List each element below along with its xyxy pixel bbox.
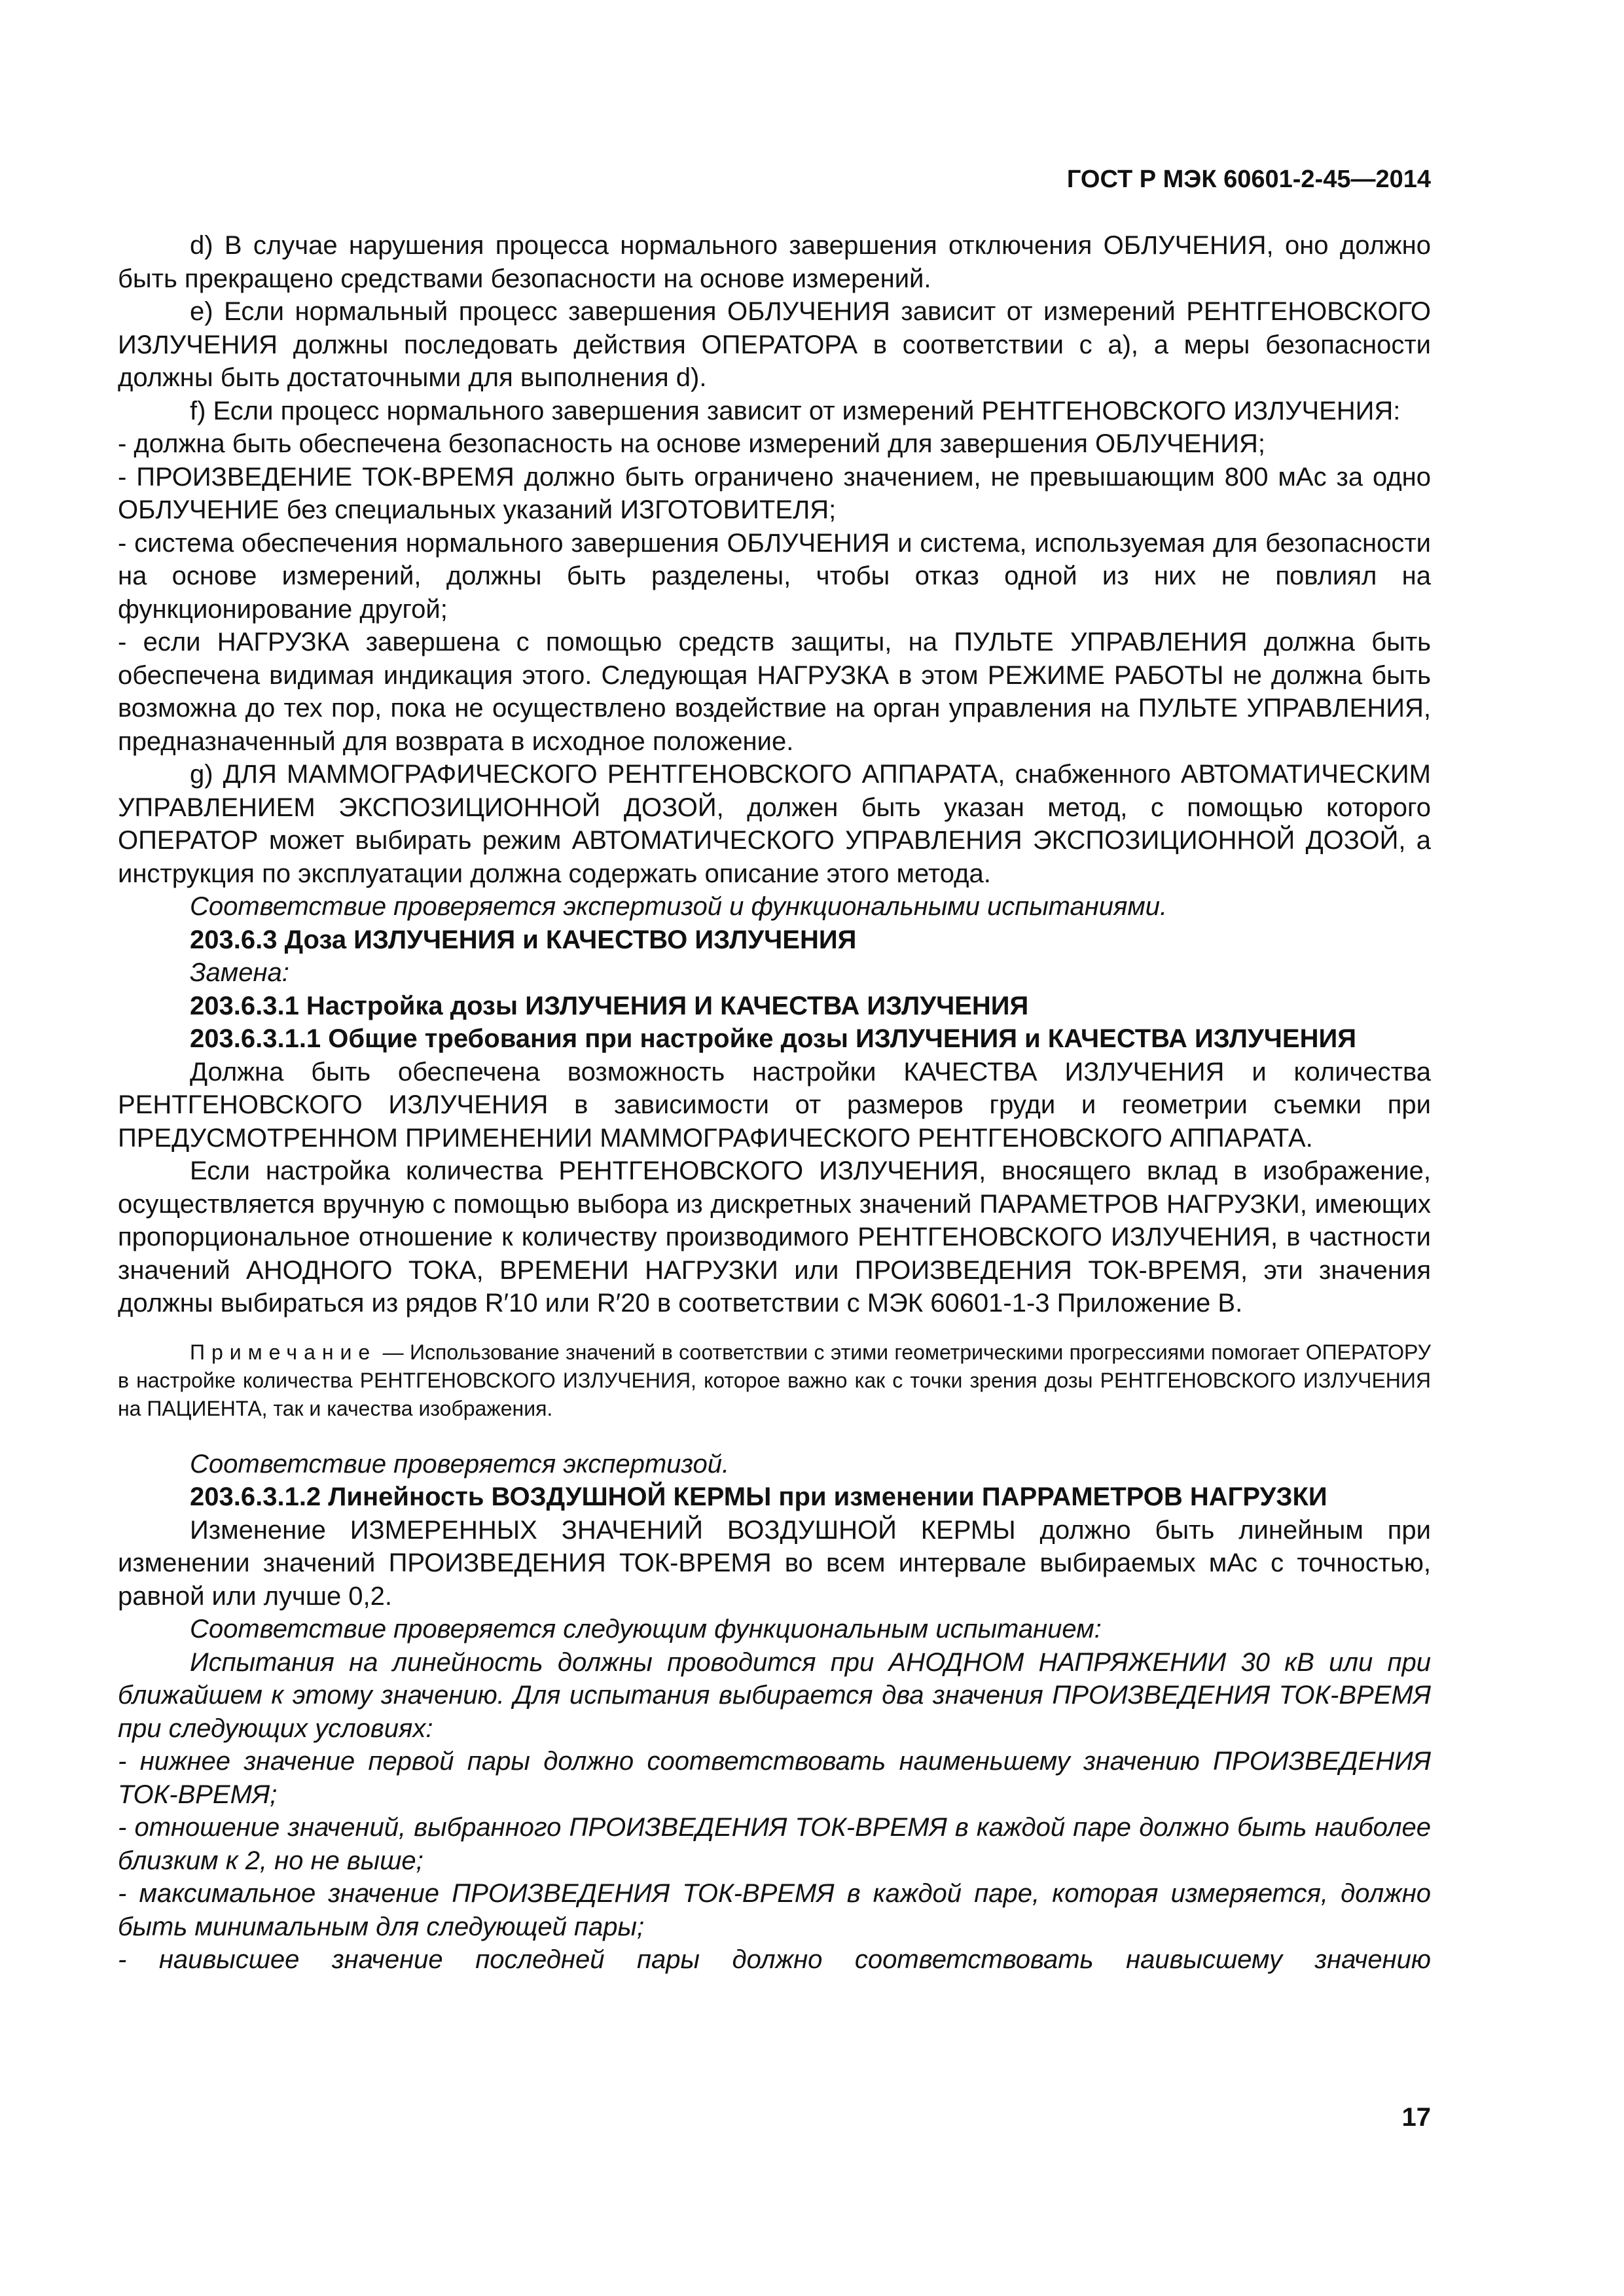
page-number: 17: [1401, 2103, 1431, 2132]
section-heading: 203.6.3 Доза ИЗЛУЧЕНИЯ и КАЧЕСТВО ИЗЛУЧЕНИЯ: [190, 925, 857, 954]
list-item: - должна быть обеспечена безопасность на основе измерений для завершения ОБЛУЧЕНИЯ;: [118, 429, 1266, 458]
list-item: - ПРОИЗВЕДЕНИЕ ТОК-ВРЕМЯ должно быть ограничено значением, не превышающим 800 мАс за одно ОБЛУЧЕНИЕ без специальных указаний ИЗГОТОВИТЕЛЯ;: [118, 462, 1431, 524]
standard-code: ГОСТ Р МЭК 60601-2-45—2014: [1066, 166, 1431, 193]
page-header: [118, 164, 1431, 195]
paragraph-d: d) В случае нарушения процесса нормального завершения отключения ОБЛУЧЕНИЯ, оно должно быть прекращено средствами безопасности на основе измерений.: [118, 231, 1431, 293]
list-item: - отношение значений, выбранного ПРОИЗВЕДЕНИЯ ТОК-ВРЕМЯ в каждой паре должно быть наиболее близким к 2, но не выше;: [118, 1813, 1431, 1875]
compliance-statement: Соответствие проверяется следующим функциональным испытанием:: [190, 1615, 1102, 1643]
paragraph-e: e) Если нормальный процесс завершения ОБЛУЧЕНИЯ зависит от измерений РЕНТГЕНОВСКОГО ИЗЛУЧЕНИЯ должны последовать действия ОПЕРАТОРА в соответствии с а), а меры безопасности должны быть достаточными для выполнения d).: [118, 297, 1431, 392]
list-item: - если НАГРУЗКА завершена с помощью средств защиты, на ПУЛЬТЕ УПРАВЛЕНИЯ должна быть обеспечена видимая индикация этого. Следующая НАГРУЗКА в этом РЕЖИМЕ РАБОТЫ не должна быть возможна до тех пор, пока не осуществлено воздействие на орган управления на ПУЛЬТЕ УПРАВЛЕНИЯ, предназначенный для возврата в исходное положение.: [118, 628, 1431, 756]
note-label: Примечание: [190, 1340, 377, 1364]
document-body: [118, 229, 1431, 1977]
test-description: Испытания на линейность должны проводится при АНОДНОМ НАПРЯЖЕНИИ 30 кВ или при ближайшем к этому значению. Для испытания выбирается два значения ПРОИЗВЕДЕНИЯ ТОК-ВРЕМЯ при следующих условиях:: [118, 1647, 1431, 1743]
subsection-heading: 203.6.3.1 Настройка дозы ИЗЛУЧЕНИЯ И КАЧЕСТВА ИЗЛУЧЕНИЯ: [190, 991, 1029, 1020]
body-paragraph: Изменение ИЗМЕРЕННЫХ ЗНАЧЕНИЙ ВОЗДУШНОЙ КЕРМЫ должно быть линейным при изменении значений ПРОИЗВЕДЕНИЯ ТОК-ВРЕМЯ во всем интервале выбираемых мАс с точностью, равной или лучше 0,2.: [118, 1515, 1431, 1611]
note-text: — Использование значений в соответствии с этими геометрическими прогрессиями помогает ОПЕРАТОРУ в настройке количества РЕНТГЕНОВСКОГО ИЗЛУЧЕНИЯ, которое важно как с точки зрения дозы РЕНТГЕНОВСКОГО ИЗЛУЧЕНИЯ на ПАЦИЕНТА, так и качества изображения.: [118, 1340, 1431, 1420]
paragraph-g: g) ДЛЯ МАММОГРАФИЧЕСКОГО РЕНТГЕНОВСКОГО АППАРАТА, снабженного АВТОМАТИЧЕСКИМ УПРАВЛЕНИЕМ ЭКСПОЗИЦИОННОЙ ДОЗОЙ, должен быть указан метод, с помощью которого ОПЕРАТОР может выбирать режим АВТОМАТИЧЕСКОГО УПРАВЛЕНИЯ ЭКСПОЗИЦИОННОЙ ДОЗОЙ, а инструкция по эксплуатации должна содержать описание этого метода.: [118, 760, 1431, 888]
note: [118, 1338, 1431, 1423]
list-item: - система обеспечения нормального завершения ОБЛУЧЕНИЯ и система, используемая для безопасности на основе измерений, должны быть разделены, чтобы отказ одной из них не повлиял на функционирование другой;: [118, 528, 1431, 624]
list-item: - наивысшее значение последней пары должно соответствовать наивысшему значению: [118, 1945, 1431, 1974]
compliance-statement: Соответствие проверяется экспертизой и функциональными испытаниями.: [190, 892, 1168, 921]
subsection-heading: 203.6.3.1.1 Общие требования при настройке дозы ИЗЛУЧЕНИЯ и КАЧЕСТВА ИЗЛУЧЕНИЯ: [190, 1024, 1356, 1053]
body-paragraph: Если настройка количества РЕНТГЕНОВСКОГО ИЗЛУЧЕНИЯ, вносящего вклад в изображение, осуществляется вручную с помощью выбора из дискретных значений ПАРАМЕТРОВ НАГРУЗКИ, имеющих пропорциональное отношение к количеству производимого РЕНТГЕНОВСКОГО ИЗЛУЧЕНИЯ, в частности значений АНОДНОГО ТОКА, ВРЕМЕНИ НАГРУЗКИ или ПРОИЗВЕДЕНИЯ ТОК-ВРЕМЯ, эти значения должны выбираться из рядов R′10 или R′20 в соответствии с МЭК 60601-1-3 Приложение В.: [118, 1157, 1431, 1318]
paragraph-f: f) Если процесс нормального завершения зависит от измерений РЕНТГЕНОВСКОГО ИЗЛУЧЕНИЯ:: [190, 396, 1401, 425]
compliance-statement: Соответствие проверяется экспертизой.: [190, 1449, 730, 1479]
subsection-heading: 203.6.3.1.2 Линейность ВОЗДУШНОЙ КЕРМЫ при изменении ПАРРАМЕТРОВ НАГРУЗКИ: [190, 1482, 1327, 1511]
list-item: - нижнее значение первой пары должно соответствовать наименьшему значению ПРОИЗВЕДЕНИЯ ТОК-ВРЕМЯ;: [118, 1747, 1431, 1809]
list-item: - максимальное значение ПРОИЗВЕДЕНИЯ ТОК-ВРЕМЯ в каждой паре, которая измеряется, должно быть минимальным для следующей пары;: [118, 1879, 1431, 1941]
body-paragraph: Должна быть обеспечена возможность настройки КАЧЕСТВА ИЗЛУЧЕНИЯ и количества РЕНТГЕНОВСКОГО ИЗЛУЧЕНИЯ в зависимости от размеров груди и геометрии съемки при ПРЕДУСМОТРЕННОМ ПРИМЕНЕНИИ МАММОГРАФИЧЕСКОГО РЕНТГЕНОВСКОГО АППАРАТА.: [118, 1057, 1431, 1153]
replacement-label: Замена:: [190, 958, 289, 987]
